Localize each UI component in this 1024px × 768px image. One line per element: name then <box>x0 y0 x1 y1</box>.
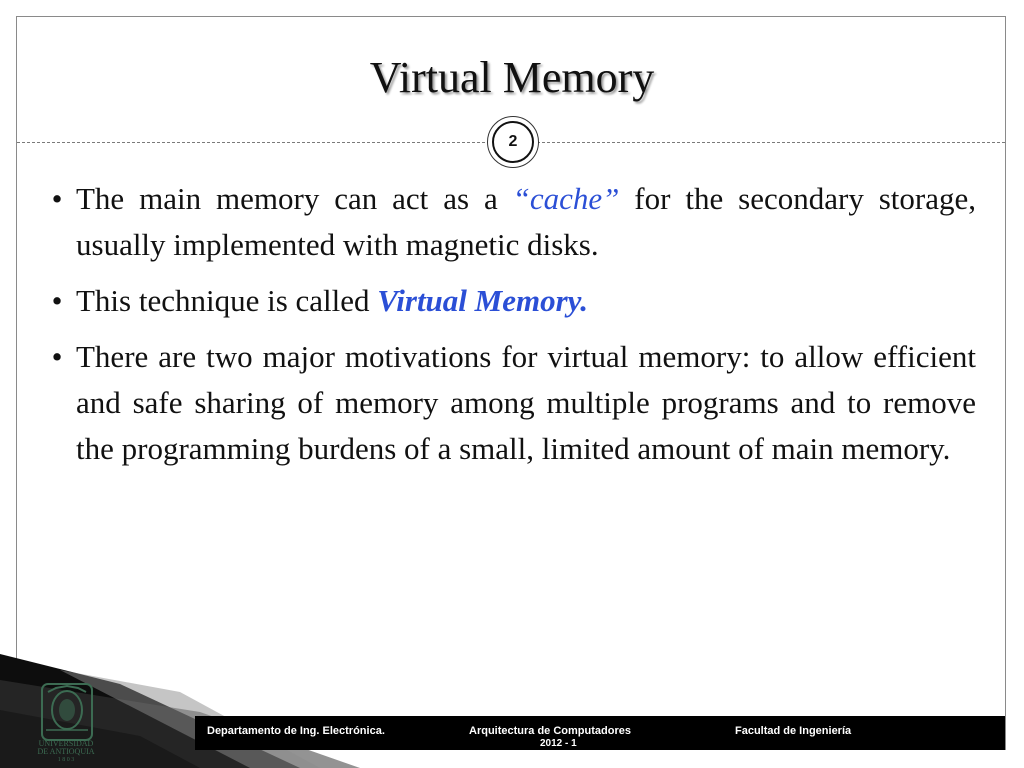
cache-term: “cache” <box>512 181 620 216</box>
logo-line: UNIVERSIDAD <box>38 739 94 748</box>
bullet-item <box>46 278 976 324</box>
bullet-text: The main memory can act as a <box>76 181 513 216</box>
bullet-text: There are two major motivations for virtual memory: to allow efficient and safe sharing of memory among multiple programs and to remove the programming burdens of a small, limited amount of main memory. <box>76 339 976 466</box>
slide-number: 2 <box>492 121 534 163</box>
footer-bar <box>195 716 1005 750</box>
bullet-icon: • <box>51 181 63 216</box>
bullet-text: for the secondary storage, usually implemented with magnetic disks. <box>76 181 976 262</box>
bullet-icon: • <box>51 339 63 374</box>
footer-year: 2012 - 1 <box>540 738 577 749</box>
virtual-memory-term: Virtual Memory. <box>377 283 589 318</box>
logo-line: 1 8 0 3 <box>57 757 75 763</box>
footer-course: Arquitectura de Computadores <box>469 725 631 737</box>
slide-title: Virtual Memory <box>369 53 655 102</box>
slide-content <box>46 176 976 482</box>
footer-faculty: Facultad de Ingeniería <box>735 725 852 737</box>
bullet-item <box>46 176 976 268</box>
footer-department: Departamento de Ing. Electrónica. <box>207 725 385 737</box>
bullet-item <box>46 334 976 472</box>
slide-number-badge <box>487 116 539 168</box>
university-logo-text <box>30 740 102 764</box>
bullet-icon: • <box>51 283 63 318</box>
bullet-text: This technique is called <box>76 283 378 318</box>
logo-line: DE ANTIOQUIA <box>37 747 95 756</box>
